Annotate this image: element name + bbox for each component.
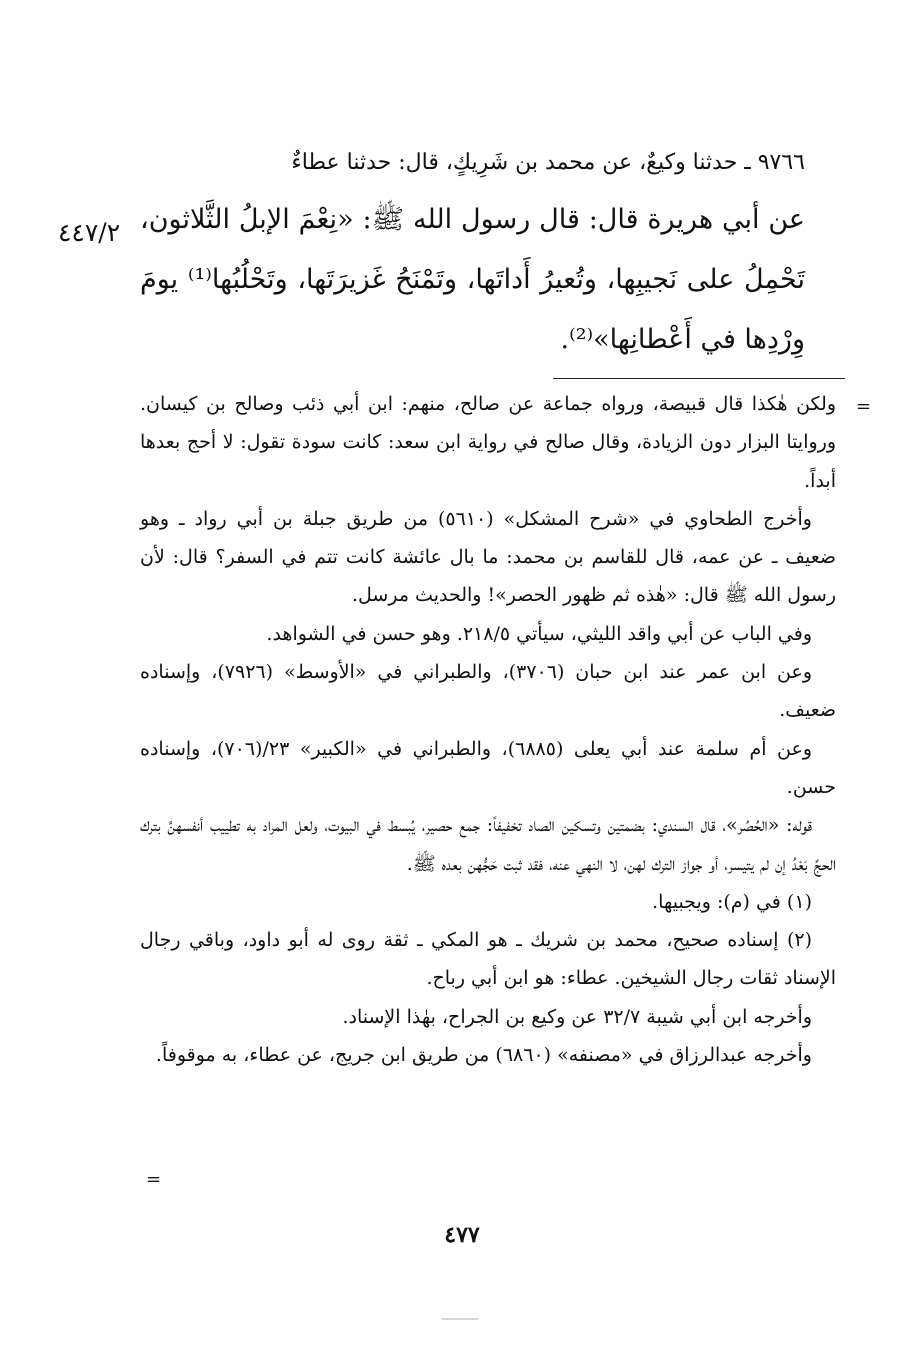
- hadith-matn: عن أبي هريرة قال: قال رسول الله ﷺ: «نِعْمَ الإبلُ الثَّلاثون، تَحْمِلُ على نَجيبِها، وتُعيرُ أَداتَها، وتَمْنَحُ غَزيرَتَها، وتَحْلُبُها⁽¹⁾ يومَ وِرْدِها في أَعْطانِها»⁽²⁾.: [140, 204, 805, 355]
- footnote-1: (١) في (م): ويجبيها.: [652, 890, 812, 913]
- footnote-separator: [553, 378, 845, 379]
- continuation-mark-top: =: [856, 396, 872, 417]
- footnote-paragraph: وفي الباب عن أبي واقد الليثي، سيأتي ٢١٨/٥. وهو حسن في الشواهد.: [266, 622, 812, 645]
- scan-smudge: [442, 1318, 478, 1320]
- footnote-paragraph: وأخرج الطحاوي في «شرح المشكل» (٥٦١٠) من طريق جبلة بن أبي رواد ـ وهو ضعيف ـ عن عمه، قال للقاسم بن محمد: ما بال عائشة كانت تتم في السفر؟ قال: لأن رسول الله ﷺ قال: «هٰذه ثم ظهور الحصر»! والحديث مرسل.: [140, 507, 836, 607]
- main-text: [140, 138, 805, 370]
- footnote-paragraph: وعن أم سلمة عند أبي يعلى (٦٨٨٥)، والطبراني في «الكبير» ٢٣/(٧٠٦)، وإسناده حسن.: [140, 737, 836, 798]
- footnote-2: (٢) إسناده صحيح، محمد بن شريك ـ هو المكي ـ ثقة روى له أبو داود، وباقي رجال الإسناد ثقات رجال الشيخين. عطاء: هو ابن أبي رباح.: [140, 929, 836, 990]
- footnote-paragraph: وأخرجه عبدالرزاق في «مصنفه» (٦٨٦٠) من طريق ابن جريج، عن عطاء، به موقوفاً.: [155, 1044, 812, 1067]
- footnotes: [140, 385, 836, 1074]
- continuation-mark-bottom: =: [146, 1169, 162, 1190]
- page-number: ٤٧٧: [444, 1222, 480, 1248]
- footnote-paragraph: قوله: «الحُصُر»، قال السندي: بضمتين وتسكين الصاد تخفيفاً: جمع حصير، يُبسط في البيوت، ولعل المراد به تطييب أنفسهنَّ بترك الحجِّ بَعْدُ إن لم يتيسر، أو جواز الترك لهن، لا النهي عنه، فقد ثبت حَجُّهن بعده ﷺ.: [140, 814, 836, 875]
- volume-page-marker: ٤٤٧/٢: [58, 218, 121, 247]
- footnote-continued: ولكن هٰكذا قال قبيصة، ورواه جماعة عن صالح، منهم: ابن أبي ذئب وصالح بن كيسان. وروايتا البزار دون الزيادة، وقال صالح في رواية ابن سعد: كانت سودة تقول: لا أحج بعدها أبداً.: [140, 393, 836, 492]
- footnote-paragraph: وأخرجه ابن أبي شيبة ٣٢/٧ عن وكيع بن الجراح، بهٰذا الإسناد.: [342, 1005, 812, 1028]
- hadith-isnad-line: ٩٧٦٦ ـ حدثنا وكيعٌ، عن محمد بن شَرِيكٍ، قال: حدثنا عطاءٌ: [291, 150, 805, 175]
- footnote-paragraph: وعن ابن عمر عند ابن حبان (٣٧٠٦)، والطبراني في «الأوسط» (٧٩٢٦)، وإسناده ضعيف.: [140, 661, 836, 722]
